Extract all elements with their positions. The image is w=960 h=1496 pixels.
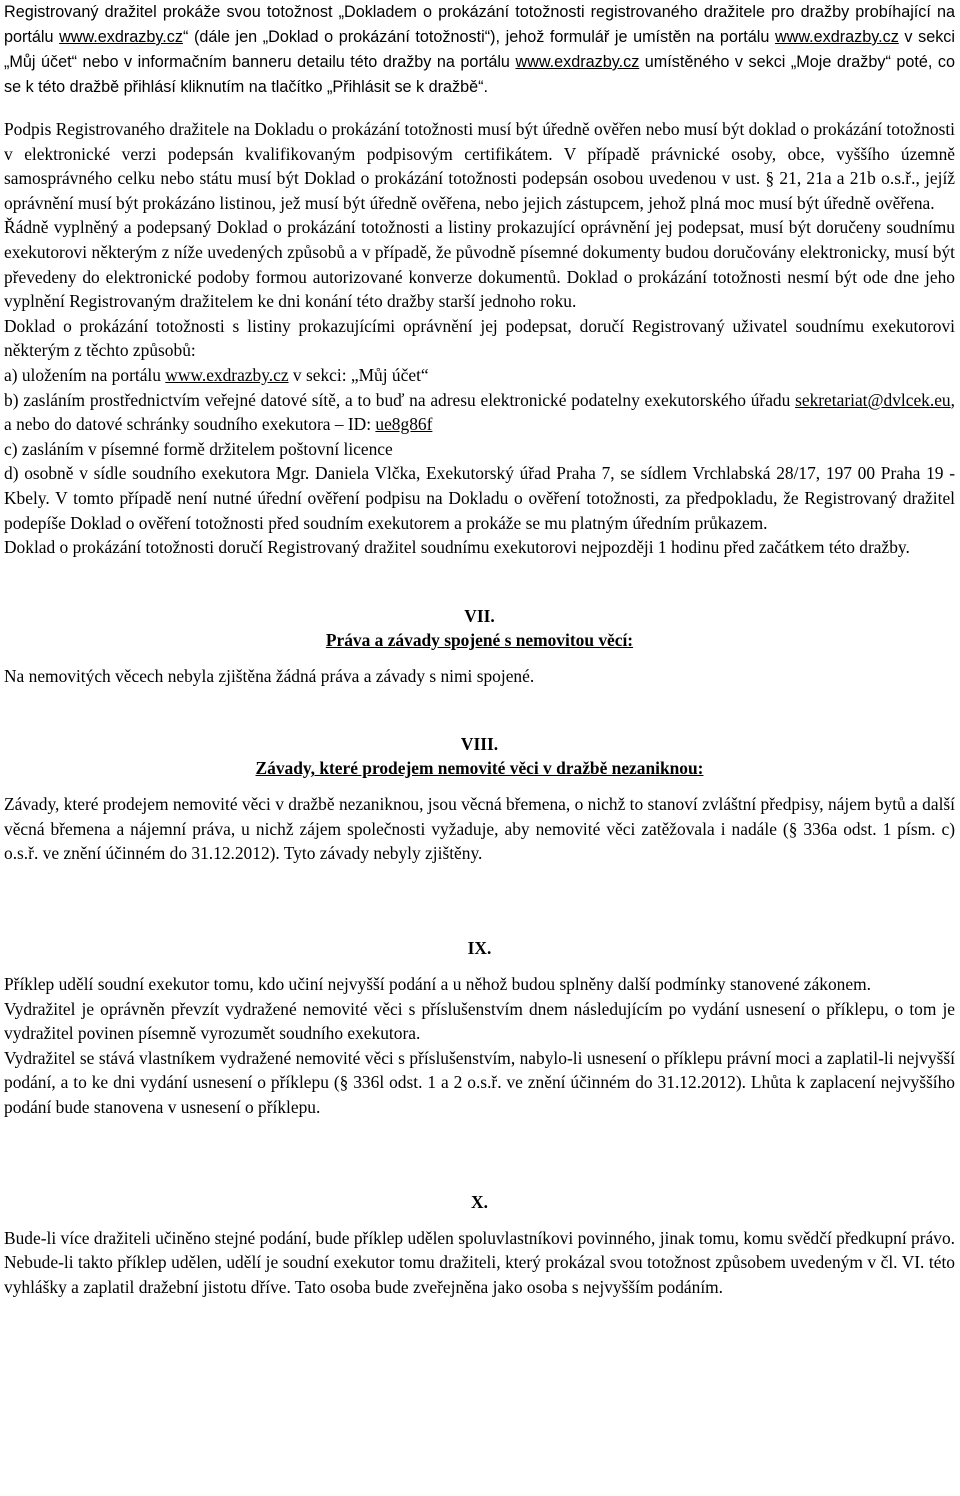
- signature-paragraph: Podpis Registrovaného dražitele na Dokladu o prokázání totožnosti musí být úředně ověřen nebo musí být doklad o prokázání totožnosti v elektronické verzi podepsán kvalifikovaným podpisovým certifikátem. V případě právnické osoby, obce, vyššího územně samosprávného celku nebo státu musí být Doklad o prokázání totožnosti podepsán osobou uvedenou v ust. § 21, 21a a 21b o.s.ř., jejíž oprávnění musí být prokázáno listinou, jež musí být úředně ověřena, nebo jejich zástupcem, jehož plná moc musí být úředně ověřena.: [4, 119, 955, 213]
- section-9-paragraph-2: Vydražitel je oprávněn převzít vydražené nemovité věci s příslušenstvím dnem následujícím po vydání usnesení o příklepu, o tom je vydražitel povinen písemně vyrozumět soudního exekutora.: [4, 998, 955, 1044]
- section-8-text: Závady, které prodejem nemovité věci v dražbě nezaniknou, jsou věcná břemena, o nichž to stanoví zvláštní předpisy, nájem bytů a další věcná břemena a nájemní práva, u nichž zájem společnosti vyžaduje, aby nemovité věci zatěžovala i nadále (§ 336a odst. 1 písm. c) o.s.ř. ve znění účinném do 31.12.2012). Tyto závady nebyly zjištěny.: [4, 794, 956, 864]
- intro-text-2: “ (dále jen „Doklad o prokázání totožnosti“), jehož formulář je umístěn na portálu: [182, 28, 775, 46]
- section-7-number: VII.: [464, 605, 495, 626]
- option-a-suffix: v sekci: „Můj účet“: [288, 364, 429, 385]
- section-9-paragraph-3: Vydražitel se stává vlastníkem vydražené nemovité věci s příslušenstvím, nabylo-li usnesení o příklepu právní moci a zaplatil-li nejvyšší podání, a to ke dni vydání usnesení o příklepu (§ 336l odst. 1 a 2 o.s.ř. ve znění účinném do 31.12.2012). Lhůta k zaplacení nejvyššího podání bude stanovena v usnesení o příklepu.: [4, 1047, 955, 1118]
- section-8-number: VIII.: [460, 734, 499, 755]
- section-8-title: Závady, které prodejem nemovité věci v dražbě nezaniknou:: [255, 758, 704, 779]
- section-9-paragraph-1: Příklep udělí soudní exekutor tomu, kdo učiní nejvyšší podání a u něhož budou splněny další podmínky stanovené zákonem.: [4, 974, 871, 995]
- delivery-paragraph: Doklad o prokázání totožnosti s listiny prokazujícími oprávnění jej podepsat, doručí Registrovaný uživatel soudnímu exekutorovi některým z těchto způsobů:: [4, 315, 955, 361]
- delivery-option-c: c) zasláním v písemné formě držitelem poštovní licence: [4, 438, 393, 459]
- intro-text-3: v sekci „Můj účet“ nebo v informačním banneru detailu této dražby na portálu: [4, 28, 955, 71]
- section-10-number: X.: [471, 1191, 488, 1212]
- filled-document-paragraph: Řádně vyplněný a podepsaný Doklad o prokázání totožnosti a listiny prokazující oprávnění jej podepsat, musí být doručeny soudnímu exekutorovi některým z níže uvedených způsobů a v případě, že původně písemné dokumenty budou doručovány elektronicky, musí být převedeny do elektronické podoby formou autorizované konverze dokumentů. Doklad o prokázání totožnosti nesmí být ode dne jeho vyplnění Registrovaným dražitelem ke dni konání této dražby starší jednoho roku.: [4, 217, 955, 312]
- section-9-number: IX.: [467, 938, 492, 959]
- option-b-text: b) zasláním prostřednictvím veřejné datové sítě, a to buď na adresu elektronické podatelny exekutorského úřadu: [4, 389, 796, 410]
- portal-link[interactable]: www.exdrazby.cz: [774, 28, 899, 46]
- option-a-text: a) uložením na portálu: [4, 364, 166, 385]
- portal-link[interactable]: www.exdrazby.cz: [165, 364, 289, 385]
- intro-text-4: umístěného v sekci „Moje dražby“ poté, co se k této dražbě přihlásí kliknutím na tlačítko „Přihlásit se k dražbě“.: [4, 53, 955, 96]
- delivery-option-b: [4, 388, 955, 437]
- databox-id: ue8g86f: [375, 414, 433, 435]
- intro-paragraph: [4, 0, 955, 100]
- section-10-paragraph-1: Bude-li více dražiteli učiněno stejné podání, bude příklep udělen spoluvlastníkovi povinného, jinak tomu, komu svědčí předkupní právo. Nebude-li takto příklep udělen, udělí je soudní exekutor tomu dražiteli, který prokázal svou totožnost způsobem uvedeným v čl. VI. této vyhlášky a zaplatil dražební jistotu dříve. Tato osoba bude zveřejněna jako osoba s nejvyšším podáním.: [4, 1227, 955, 1297]
- intro-text-1: Registrovaný dražitel prokáže svou totožnost „Dokladem o prokázání totožnosti registrovaného dražitele pro dražby probíhající na portálu: [4, 3, 955, 46]
- email-link[interactable]: sekretariat@dvlcek.eu: [795, 389, 951, 410]
- delivery-option-a: [4, 363, 955, 388]
- section-7-text: Na nemovitých věcech nebyla zjištěna žádná práva a závady s nimi spojené.: [4, 665, 535, 686]
- option-b-mid: , a nebo do datové schránky soudního exekutora – ID:: [4, 389, 955, 435]
- section-7-title: Práva a závady spojené s nemovitou věcí:: [325, 629, 634, 650]
- delivery-option-d: d) osobně v sídle soudního exekutora Mgr. Daniela Vlčka, Exekutorský úřad Praha 7, se sídlem Vrchlabská 28/17, 197 00 Praha 19 - Kbely. V tomto případě není nutné úřední ověření podpisu na Dokladu o ověření totožnosti, za předpokladu, že Registrovaný dražitel podepíše Doklad o ověření totožnosti před soudním exekutorem a prokáže se mu platným úředním průkazem.: [4, 463, 955, 533]
- portal-link[interactable]: www.exdrazby.cz: [59, 28, 183, 46]
- deadline-paragraph: Doklad o prokázání totožnosti doručí Registrovaný dražitel soudnímu exekutorovi nejpozději 1 hodinu před začátkem této dražby.: [4, 537, 910, 558]
- portal-link[interactable]: www.exdrazby.cz: [515, 53, 640, 71]
